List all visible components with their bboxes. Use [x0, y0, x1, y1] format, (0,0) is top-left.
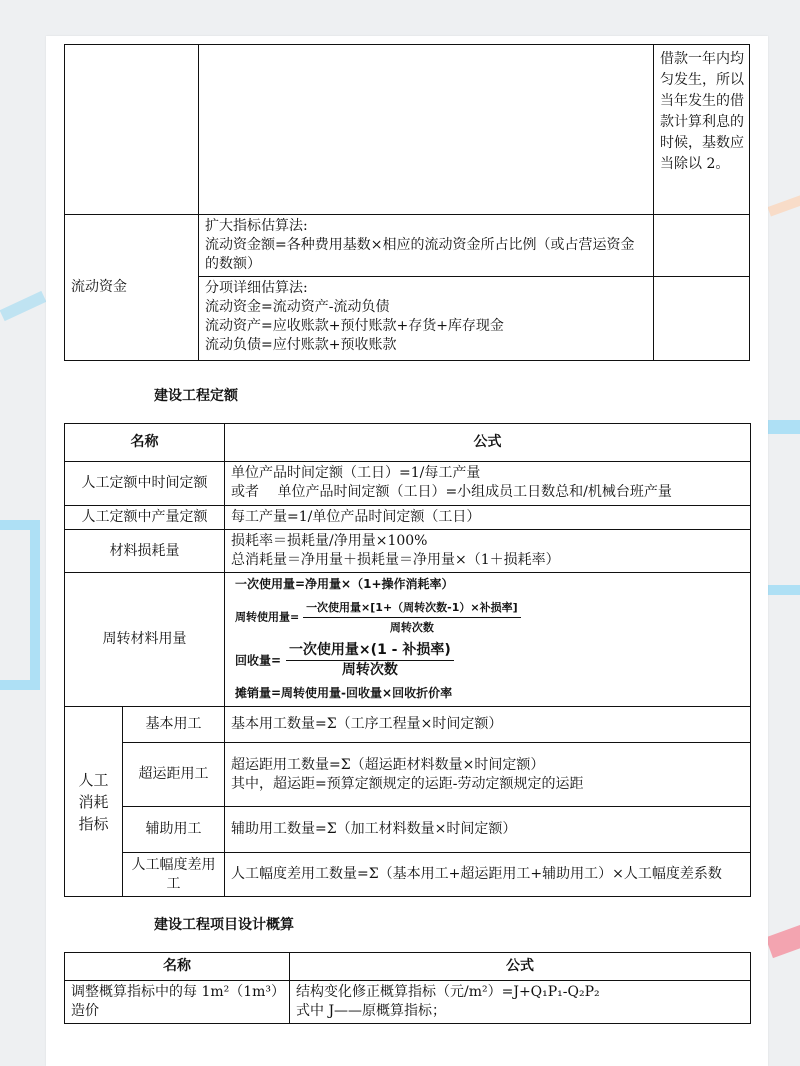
- formula-line: 结构变化修正概算指标（元/m²）=J+Q₁P₁-Q₂P₂: [296, 984, 600, 1000]
- labor-item-name: 辅助用工: [123, 807, 225, 853]
- liquid-label: 流动资金: [71, 279, 127, 295]
- labor-group-label: 人工 消耗 指标: [78, 770, 109, 833]
- formula-fraction-row: [235, 598, 740, 637]
- formula-line: 或者 单位产品时间定额（工日）=小组成员工日数总和/机械台班产量: [231, 484, 672, 500]
- row-label: 调整概算指标中的每 1m²（1m³）造价: [65, 981, 290, 1024]
- detail-line: 流动负债=应付账款+预收账款: [205, 337, 397, 353]
- formula-line: 基本用工数量=Σ（工序工程量×时间定额）: [225, 707, 751, 743]
- formula-line: 人工幅度差用工数量=Σ（基本用工+超运距用工+辅助用工）×人工幅度差系数: [225, 853, 751, 897]
- formula-line: 辅助用工数量=Σ（加工材料数量×时间定额）: [225, 807, 751, 853]
- labor-item-name: 超运距用工: [123, 743, 225, 807]
- formula-fraction: [286, 641, 454, 680]
- detail-method-cell: [199, 277, 654, 361]
- background-frame-left: [0, 520, 40, 690]
- expand-line: 流动资金额=各种费用基数×相应的流动资金所占比例（或占营运资金的数额）: [205, 237, 635, 272]
- empty-cell: [654, 277, 750, 361]
- row-label: 材料损耗量: [65, 530, 225, 573]
- formula-line: 单位产品时间定额（工日）=1/每工产量: [231, 465, 481, 481]
- expand-title: 扩大指标估算法:: [205, 218, 308, 234]
- section-heading: 建设工程项目设计概算: [154, 917, 294, 933]
- row-label: 人工定额中产量定额: [65, 506, 225, 530]
- detail-title: 分项详细估算法:: [205, 280, 308, 296]
- background-stripe-peach: [767, 193, 800, 216]
- formula-fraction-row: [235, 641, 740, 680]
- background-stripe-red: [765, 924, 800, 958]
- labor-group-cell: [65, 707, 123, 897]
- labor-item-name: 人工幅度差用工: [123, 853, 225, 897]
- background-stripe-left: [0, 291, 46, 321]
- detail-line: 流动资产=应收账款+预付账款+存货+库存现金: [205, 318, 504, 334]
- formula-line: 式中 J——原概算指标；: [296, 1003, 447, 1019]
- formula-line: 一次使用量=净用量×（1+操作消耗率）: [235, 577, 454, 591]
- formula-line: 其中，超运距=预算定额规定的运距-劳动定额规定的运距: [231, 775, 584, 792]
- formula-left: 周转使用量=: [235, 610, 300, 624]
- formula-cell: [225, 743, 751, 807]
- col-header-name: 名称: [65, 424, 225, 462]
- expand-method-cell: [199, 215, 654, 277]
- formula-cell: [290, 981, 751, 1024]
- formula-numerator: 一次使用量×(1 - 补损率): [286, 641, 454, 661]
- formula-line: 摊销量=周转使用量-回收量×回收折价率: [235, 686, 453, 700]
- col-header-formula: 公式: [225, 424, 751, 462]
- row-label: 周转材料用量: [65, 573, 225, 707]
- quota-table: [64, 423, 751, 897]
- col-header-formula: 公式: [290, 953, 751, 981]
- liquid-label-cell: [65, 215, 199, 361]
- empty-cell: [199, 45, 654, 215]
- loan-note-cell: [654, 45, 750, 215]
- detail-line: 流动资金=流动资产-流动负债: [205, 299, 390, 315]
- formula-cell: [225, 530, 751, 573]
- formula-line: 每工产量=1/单位产品时间定额（工日）: [225, 506, 751, 530]
- empty-cell: [65, 45, 199, 215]
- empty-cell: [654, 215, 750, 277]
- labor-item-name: 基本用工: [123, 707, 225, 743]
- formula-cell: [225, 462, 751, 506]
- formula-line: 损耗率＝损耗量/净用量×100%: [231, 533, 428, 549]
- background-stripe-right-2: [768, 585, 800, 595]
- formula-left: 回收量=: [235, 653, 282, 668]
- background-stripe-right: [768, 420, 800, 434]
- document-page: [46, 36, 768, 1066]
- row-label: 人工定额中时间定额: [65, 462, 225, 506]
- formula-numerator: 一次使用量×[1+（周转次数-1）×补损率]: [303, 598, 521, 618]
- col-header-name: 名称: [65, 953, 290, 981]
- section-heading: 建设工程定额: [154, 388, 238, 404]
- formula-line: 超运距用工数量=Σ（超运距材料数量×时间定额）: [231, 756, 545, 773]
- loan-note: 借款一年内均匀发生，所以当年发生的借款计算利息的时候，基数应当除以 2。: [660, 51, 744, 172]
- formula-fraction: [303, 598, 521, 637]
- formula-line: 总消耗量＝净用量＋损耗量＝净用量×（1＋损耗率）: [231, 552, 560, 568]
- investment-table: [64, 44, 750, 361]
- estimate-table: [64, 952, 751, 1024]
- formula-denominator: 周转次数: [389, 621, 434, 634]
- formula-denominator: 周转次数: [341, 662, 398, 678]
- turnover-formula-image: [225, 573, 751, 707]
